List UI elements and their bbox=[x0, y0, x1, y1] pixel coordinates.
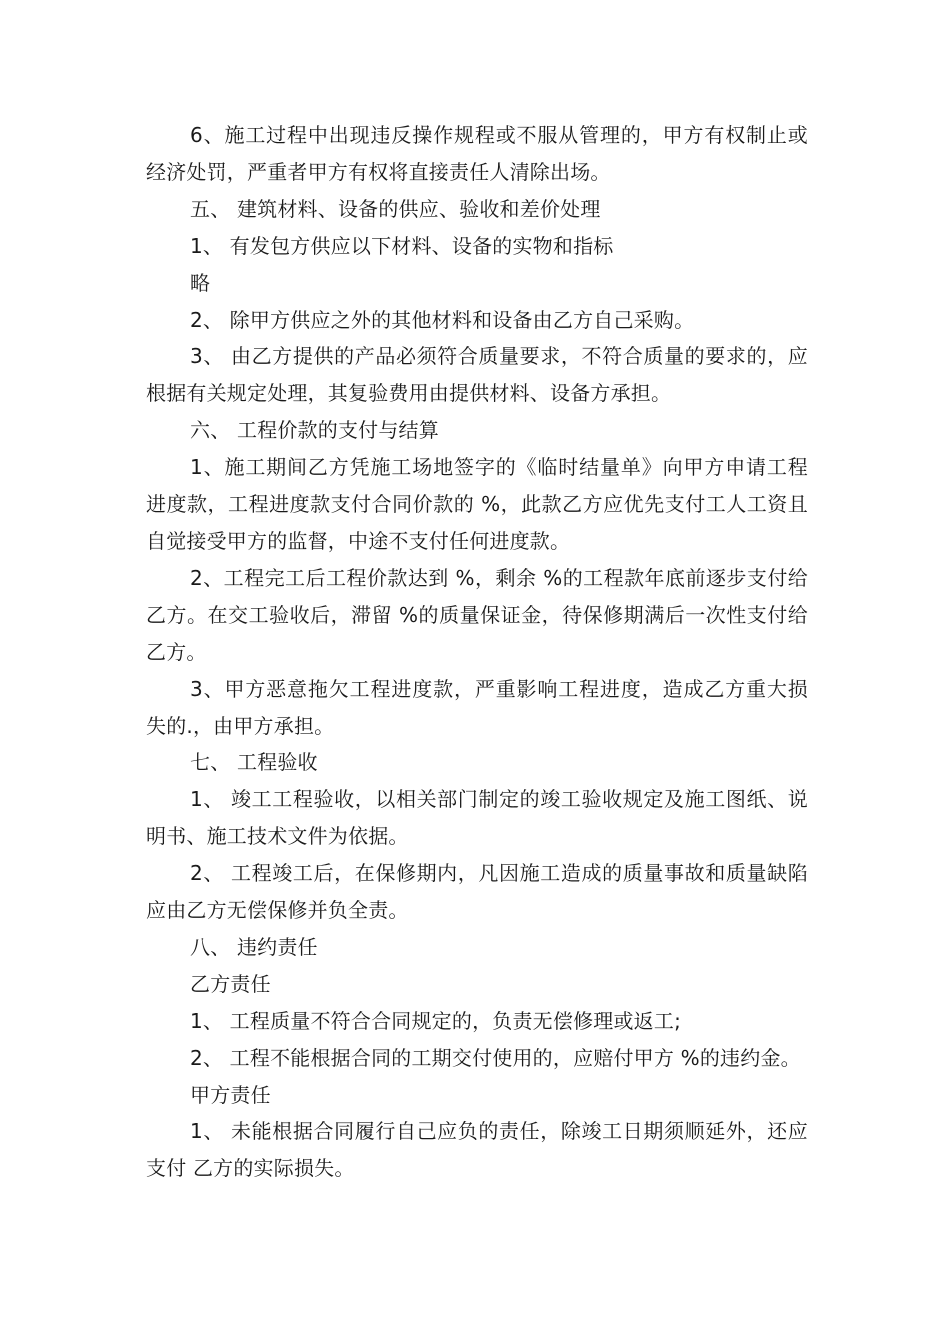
section-heading-5: 五、 建筑材料、设备的供应、验收和差价处理 bbox=[190, 196, 601, 221]
paragraph-6-1: 1、施工期间乙方凭施工场地签字的《临时结量单》向甲方申请工程进度款，工程进度款支付合同价款的 %，此款乙方应优先支付工人工资且自觉接受甲方的监督，中途不支付任何进度款。 bbox=[146, 455, 808, 553]
paragraph-5-2: 2、 除甲方供应之外的其他材料和设备由乙方自己采购。 bbox=[190, 307, 695, 332]
subheading-party-b: 乙方责任 bbox=[190, 971, 271, 996]
paragraph-5-1: 1、 有发包方供应以下材料、设备的实物和指标 bbox=[190, 233, 614, 258]
paragraph-8-b-1: 1、 工程质量不符合合同规定的，负责无偿修理或返工; bbox=[190, 1008, 682, 1033]
paragraph-6-3: 3、甲方恶意拖欠工程进度款，严重影响工程进度，造成乙方重大损失的.，由甲方承担。 bbox=[146, 676, 808, 738]
section-heading-7: 七、 工程验收 bbox=[190, 750, 318, 775]
section-heading-6: 六、 工程价款的支付与结算 bbox=[190, 418, 439, 443]
section-heading-8: 八、 违约责任 bbox=[190, 934, 318, 959]
document-body bbox=[146, 117, 808, 1187]
paragraph-5-3: 3、 由乙方提供的产品必须符合质量要求，不符合质量的要求的，应根据有关规定处理，其复验费用由提供材料、设备方承担。 bbox=[146, 344, 808, 406]
paragraph-6-2: 2、工程完工后工程价款达到 %，剩余 %的工程款年底前逐步支付给乙方。在交工验收后，滞留 %的质量保证金，待保修期满后一次性支付给乙方。 bbox=[146, 565, 808, 664]
paragraph-omitted: 略 bbox=[190, 270, 211, 295]
paragraph-7-2: 2、 工程竣工后，在保修期内，凡因施工造成的质量事故和质量缺陷应由乙方无偿保修并负全责。 bbox=[146, 861, 808, 923]
paragraph-7-1: 1、 竣工工程验收，以相关部门制定的竣工验收规定及施工图纸、说明书、施工技术文件为依据。 bbox=[146, 787, 808, 849]
paragraph-clause-6: 6、施工过程中出现违反操作规程或不服从管理的，甲方有权制止或经济处罚，严重者甲方有权将直接责任人清除出场。 bbox=[146, 123, 808, 184]
paragraph-8-a-1: 1、 未能根据合同履行自己应负的责任，除竣工日期须顺延外，还应支付 乙方的实际损失。 bbox=[146, 1119, 808, 1181]
subheading-party-a: 甲方责任 bbox=[190, 1082, 271, 1107]
paragraph-8-b-2: 2、 工程不能根据合同的工期交付使用的，应赔付甲方 %的违约金。 bbox=[190, 1045, 801, 1070]
